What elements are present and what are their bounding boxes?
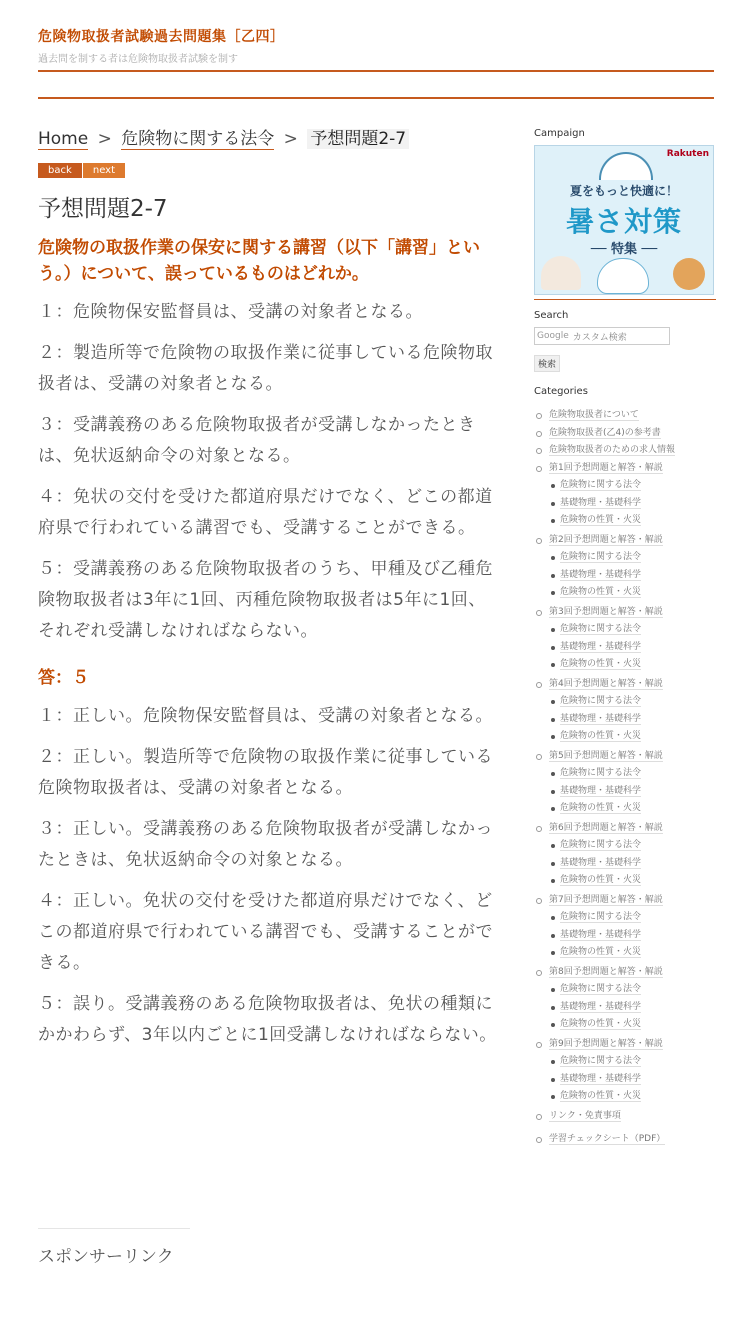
bear-icon [597, 258, 649, 294]
banner-line1: 夏をもっと快適に！ [569, 184, 678, 198]
option-5: ５：受講義務のある危険物取扱者のうち、甲種及び乙種危険物取扱者は3年に1回、丙種危険物取扱者は5年に1回、それぞれ受講しなければならない。 [38, 559, 493, 641]
subcategory-item [549, 837, 716, 855]
subcategory-link[interactable]: 危険物に関する法令 [560, 768, 642, 778]
header-divider [38, 70, 714, 72]
dog-icon [673, 258, 705, 290]
subcategory-item [549, 711, 716, 729]
subcategory-link[interactable]: 危険物に関する法令 [560, 984, 642, 994]
category-link[interactable]: 第3回予想問題と解答・解説 [549, 606, 663, 617]
subcategory-item [549, 765, 716, 783]
sidebar-divider [534, 299, 716, 300]
subcategory-link[interactable]: 危険物に関する法令 [560, 552, 642, 562]
subcategory-link[interactable]: 危険物の性質・火災 [560, 731, 642, 741]
sponsor-label: スポンサーリンク [38, 1247, 174, 1267]
option-4: ４：免状の交付を受けた都道府県だけでなく、どこの都道府県で行われている講習でも、受講することができる。 [38, 487, 493, 538]
subcategory-list [549, 909, 716, 962]
subcategory-item [549, 621, 716, 639]
option-2: ２：製造所等で危険物の取扱作業に従事している危険物取扱者は、受講の対象者となる。 [38, 343, 493, 394]
sponsor-divider [38, 1228, 190, 1229]
subcategory-item [549, 1053, 716, 1071]
post-title: 予想問題2-7 [38, 196, 168, 222]
subcategory-list [549, 1053, 716, 1106]
subcategory-item [549, 1071, 716, 1089]
breadcrumb-current: 予想問題2-7 [307, 129, 409, 149]
subcategory-link[interactable]: 基礎物理・基礎科学 [560, 713, 642, 724]
breadcrumb-category-link[interactable]: 危険物に関する法令 [121, 129, 275, 149]
category-item [534, 820, 716, 890]
category-link[interactable]: 危険物取扱者について [549, 410, 639, 420]
subcategory-item [549, 927, 716, 945]
subcategory-item [549, 999, 716, 1017]
banner-line3: ── 特集 ── [590, 242, 658, 257]
category-link[interactable]: 第4回予想問題と解答・解説 [549, 678, 663, 689]
subcategory-item [549, 909, 716, 927]
category-link[interactable]: 第8回予想問題と解答・解説 [549, 966, 663, 977]
category-item [534, 604, 716, 674]
category-item [534, 425, 716, 443]
breadcrumb-separator: > [97, 129, 112, 149]
subcategory-link[interactable]: 危険物に関する法令 [560, 840, 642, 850]
subcategory-item [549, 549, 716, 567]
subcategory-item [549, 693, 716, 711]
main-content [38, 126, 498, 1061]
category-item [534, 964, 716, 1034]
category-link[interactable]: 危険物取扱者(乙4)の参考書 [549, 427, 661, 438]
subcategory-link[interactable]: 基礎物理・基礎科学 [560, 1001, 642, 1012]
next-button[interactable]: next [83, 163, 125, 178]
subcategory-item [549, 800, 716, 818]
category-link[interactable]: 学習チェックシート（PDF） [549, 1134, 666, 1144]
option-3: ３：受講義務のある危険物取扱者が受講しなかったときは、免状返納命令の対象となる。 [38, 415, 476, 466]
subcategory-link[interactable]: 危険物に関する法令 [560, 912, 642, 922]
subcategory-item [549, 656, 716, 674]
subcategory-link[interactable]: 基礎物理・基礎科学 [560, 497, 642, 508]
category-link[interactable]: 危険物取扱者のための求人情報 [549, 445, 676, 455]
category-item [534, 460, 716, 530]
subcategory-item [549, 855, 716, 873]
subcategory-item [549, 1016, 716, 1034]
category-link[interactable]: 第6回予想問題と解答・解説 [549, 822, 663, 833]
site-description: 過去問を制する者は危険物取扱者試験を制す [38, 54, 238, 65]
pillow-icon [541, 256, 581, 290]
search-placeholder: カスタム検索 [572, 332, 627, 343]
explanation-1: １：正しい。危険物保安監督員は、受講の対象者となる。 [38, 706, 493, 726]
category-item [534, 1108, 716, 1126]
subcategory-link[interactable]: 危険物の性質・火災 [560, 803, 642, 813]
nav-divider [38, 97, 714, 99]
subcategory-list [549, 981, 716, 1034]
subcategory-item [549, 872, 716, 890]
explanation-4: ４：正しい。免状の交付を受けた都道府県だけでなく、どこの都道府県で行われている講習でも、受講することができる。 [38, 891, 493, 973]
subcategory-link[interactable]: 基礎物理・基礎科学 [560, 569, 642, 580]
subcategory-item [549, 783, 716, 801]
category-item [534, 532, 716, 602]
google-logo: Google [537, 331, 569, 341]
subcategory-item [549, 567, 716, 585]
subcategory-list [549, 621, 716, 674]
category-link[interactable]: リンク・免責事項 [549, 1110, 621, 1121]
subcategory-link[interactable]: 基礎物理・基礎科学 [560, 929, 642, 940]
search-input[interactable] [534, 327, 670, 345]
subcategory-item [549, 728, 716, 746]
sidebar [534, 128, 716, 1149]
subcategory-link[interactable]: 基礎物理・基礎科学 [560, 785, 642, 796]
category-link[interactable]: 第7回予想問題と解答・解説 [549, 894, 663, 905]
subcategory-item [549, 512, 716, 530]
explanation-5: ５：誤り。受講義務のある危険物取扱者は、免状の種類にかかわらず、3年以内ごとに1回受講しなければならない。 [38, 994, 497, 1045]
subcategory-link[interactable]: 危険物の性質・火災 [560, 875, 642, 885]
category-link[interactable]: 第1回予想問題と解答・解説 [549, 462, 663, 473]
site-header [38, 22, 714, 65]
subcategory-link[interactable]: 基礎物理・基礎科学 [560, 1073, 642, 1084]
category-item [534, 442, 716, 460]
search-row [534, 327, 716, 372]
subcategory-link[interactable]: 危険物の性質・火災 [560, 1019, 642, 1029]
subcategory-link[interactable]: 危険物の性質・火災 [560, 1091, 642, 1101]
site-title[interactable]: 危険物取扱者試験過去問題集［乙四］ [38, 29, 285, 45]
subcategory-list [549, 765, 716, 818]
campaign-banner[interactable] [534, 145, 714, 295]
breadcrumb-separator: > [283, 129, 298, 149]
subcategory-link[interactable]: 危険物に関する法令 [560, 624, 642, 634]
subcategory-link[interactable]: 危険物に関する法令 [560, 480, 642, 490]
subcategory-item [549, 495, 716, 513]
subcategory-item [549, 477, 716, 495]
subcategory-link[interactable]: 危険物の性質・火災 [560, 947, 642, 957]
category-link[interactable]: 第2回予想問題と解答・解説 [549, 534, 663, 545]
subcategory-list [549, 837, 716, 890]
subcategory-item [549, 944, 716, 962]
subcategory-list [549, 549, 716, 602]
subcategory-link[interactable]: 危険物の性質・火災 [560, 515, 642, 525]
category-item [534, 892, 716, 962]
subcategory-link[interactable]: 危険物の性質・火災 [560, 587, 642, 597]
banner-brand: Rakuten [666, 149, 709, 159]
explanation-3: ３：正しい。受講義務のある危険物取扱者が受講しなかったときは、免状返納命令の対象となる。 [38, 819, 493, 870]
category-item [534, 1036, 716, 1106]
subcategory-list [549, 693, 716, 746]
categories-title: Categories [534, 386, 588, 397]
breadcrumb-home-link[interactable]: Home [38, 129, 89, 149]
subcategory-link[interactable]: 危険物に関する法令 [560, 696, 642, 706]
subcategory-link[interactable]: 危険物に関する法令 [560, 1056, 642, 1066]
subcategory-item [549, 1088, 716, 1106]
category-link[interactable]: 第9回予想問題と解答・解説 [549, 1038, 663, 1049]
option-1: １：危険物保安監督員は、受講の対象者となる。 [38, 302, 423, 322]
category-item [534, 676, 716, 746]
question-text: 危険物の取扱作業の保安に関する講習（以下「講習」という。）について、誤っているものはどれか。 [38, 238, 480, 284]
sun-icon [599, 152, 653, 180]
search-title: Search [534, 310, 569, 321]
subcategory-list [549, 477, 716, 530]
subcategory-item [549, 639, 716, 657]
campaign-title: Campaign [534, 128, 585, 139]
subcategory-item [549, 981, 716, 999]
breadcrumb [38, 126, 498, 152]
search-button[interactable]: 検索 [534, 355, 560, 372]
category-item [534, 407, 716, 425]
banner-headline: 暑さ対策 [565, 205, 682, 238]
category-item [534, 748, 716, 818]
back-button[interactable]: back [38, 163, 82, 178]
category-list [534, 407, 716, 1149]
pager [38, 158, 498, 174]
category-item [534, 1131, 716, 1149]
category-link[interactable]: 第5回予想問題と解答・解説 [549, 750, 663, 761]
subcategory-link[interactable]: 基礎物理・基礎科学 [560, 641, 642, 652]
answer-heading: 答：５ [38, 668, 89, 688]
subcategory-item [549, 584, 716, 602]
subcategory-link[interactable]: 危険物の性質・火災 [560, 659, 642, 669]
explanation-2: ２：正しい。製造所等で危険物の取扱作業に従事している危険物取扱者は、受講の対象者となる。 [38, 747, 493, 798]
subcategory-link[interactable]: 基礎物理・基礎科学 [560, 857, 642, 868]
